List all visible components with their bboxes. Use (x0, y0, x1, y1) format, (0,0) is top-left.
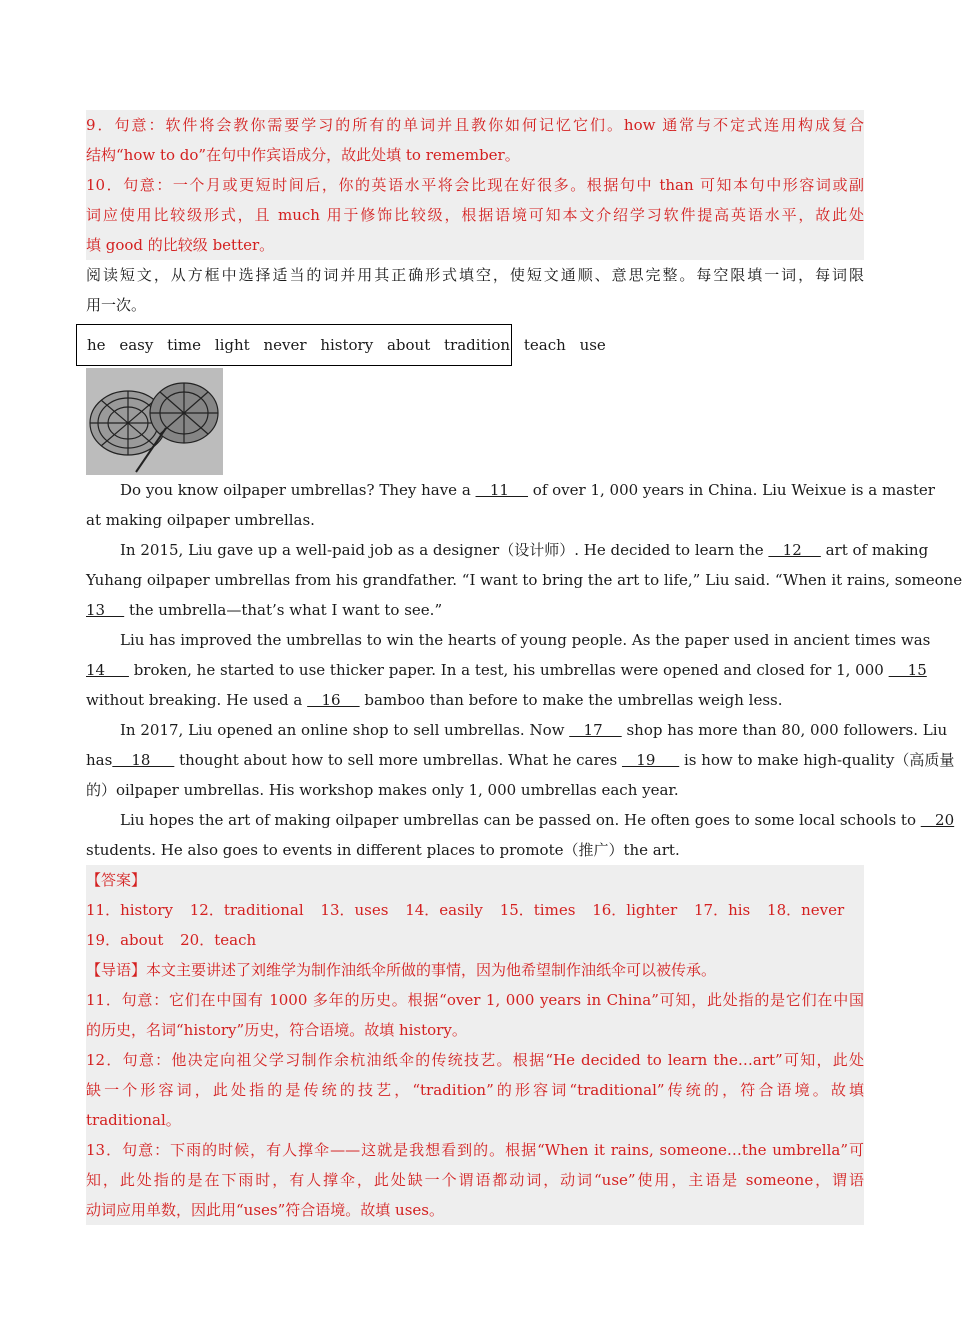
explanation-line: 13．句意：下雨的时候，有人撑伞——这就是我想看到的。根据“When it rains, someone…the umbrella”可 (86, 1141, 864, 1159)
word-option: easy (119, 336, 154, 354)
instructions-line: 用一次。 (86, 296, 147, 314)
answer-heading: 【答案】 (86, 871, 147, 889)
answers-row (86, 925, 864, 955)
answer-item: 13．uses (320, 901, 389, 919)
passage-line: Yuhang oilpaper umbrellas from his grandfather. “I want to bring the art to life,” Liu said. “When it rains, someone (86, 571, 962, 589)
word-option: he (87, 336, 106, 354)
answer-item: 14．easily (405, 901, 483, 919)
passage-line: Do you know oilpaper umbrellas? They have a 11 of over 1, 000 years in China. Liu Weixue is a master (120, 481, 935, 499)
word-option: never (263, 336, 307, 354)
answer-item: 12．traditional (189, 901, 304, 919)
passage-line: 14 broken, he started to use thicker paper. In a test, his umbrellas were opened and closed for 1, 000 15 (86, 661, 927, 679)
previous-answer-explanations (86, 110, 864, 260)
passage-line: without breaking. He used a 16 bamboo than before to make the umbrellas weigh less. (86, 691, 783, 709)
word-option: tradition (444, 336, 511, 354)
passage-line: at making oilpaper umbrellas. (86, 511, 315, 529)
passage-line: 13 the umbrella—that’s what I want to see.” (86, 601, 443, 619)
explanation-line: 11．句意：它们在中国有 1000 多年的历史。根据“over 1, 000 years in China”可知，此处指的是它们在中国 (86, 991, 864, 1009)
answer-item: 17．his (694, 901, 751, 919)
explanation-line: 12．句意：他决定向祖父学习制作余杭油纸伞的传统技艺。根据“He decided to learn the…art”可知，此处 (86, 1051, 864, 1069)
document-page (86, 110, 962, 1225)
blank-18: 18 (112, 751, 175, 769)
word-option: teach (523, 336, 566, 354)
word-option: light (214, 336, 250, 354)
answer-item: 18．never (767, 901, 845, 919)
blank-17: 17 (569, 721, 622, 739)
blank-20: 20 (920, 811, 955, 829)
blank-13: 13 (86, 601, 125, 619)
explanation-line: 知，此处指的是在下雨时，有人撑伞，此处缺一个谓语都动词，动词“use”使用，主语是 someone，谓语 (86, 1171, 864, 1189)
passage-line: 的）oilpaper umbrellas. His workshop makes only 1, 000 umbrellas each year. (86, 781, 679, 799)
answer-item: 11．history (86, 901, 173, 919)
word-box (76, 324, 606, 366)
explanation-line: 填 good 的比较级 better。 (86, 236, 275, 254)
explanation-line: 动词应用单数，因此用“uses”符合语境。故填 uses。 (86, 1201, 444, 1219)
answer-item: 19．about (86, 931, 164, 949)
blank-14: 14 (86, 661, 129, 679)
word-option: time (167, 336, 202, 354)
oilpaper-umbrella-photo (86, 368, 223, 475)
answer-section (86, 865, 864, 1225)
passage-line: In 2017, Liu opened an online shop to sell umbrellas. Now 17 shop has more than 80, 000 followers. Liu (120, 721, 948, 739)
word-option: use (579, 336, 606, 354)
word-option: about (386, 336, 431, 354)
instructions-line: 阅读短文，从方框中选择适当的词并用其正确形式填空，使短文通顺、意思完整。每空限填一词，每词限 (86, 266, 864, 284)
blank-16: 16 (307, 691, 360, 709)
explanation-line: traditional。 (86, 1111, 181, 1129)
blank-15: 15 (888, 661, 927, 679)
explanation-line: 的历史，名词“history”历史，符合语境。故填 history。 (86, 1021, 467, 1039)
explanation-line: 缺一个形容词，此处指的是传统的技艺，“tradition”的形容词“traditional”传统的，符合语境。故填 (86, 1081, 864, 1099)
answer-item: 20．teach (180, 931, 257, 949)
passage-line: Liu has improved the umbrellas to win the hearts of young people. As the paper used in ancient times was (120, 631, 931, 649)
answers-row (86, 895, 864, 925)
blank-12: 12 (768, 541, 821, 559)
passage-line: has 18 thought about how to sell more umbrellas. What he cares 19 is how to make high-quality（高质量 (86, 751, 955, 769)
answer-item: 16．lighter (592, 901, 678, 919)
explanation-line: 10．句意：一个月或更短时间后，你的英语水平将会比现在好很多。根据句中 than 可知本句中形容词或副 (86, 176, 864, 194)
passage-line: students. He also goes to events in different places to promote（推广）the art. (86, 841, 680, 859)
explanation-line: 9．句意：软件将会教你需要学习的所有的单词并且教你如何记忆它们。how 通常与不定式连用构成复合 (86, 116, 864, 134)
blank-11: 11 (475, 481, 529, 499)
blank-19: 19 (621, 751, 680, 769)
explanation-line: 【导语】本文主要讲述了刘维学为制作油纸伞所做的事情，因为他希望制作油纸伞可以被传承。 (86, 961, 717, 979)
explanation-line: 结构“how to do”在句中作宾语成分，故此处填 to remember。 (86, 146, 520, 164)
word-option: history (320, 336, 374, 354)
passage-line: Liu hopes the art of making oilpaper umbrellas can be passed on. He often goes to some local schools to 20 (120, 811, 955, 829)
passage-line: In 2015, Liu gave up a well-paid job as a designer（设计师）. He decided to learn the 12 art of making (120, 541, 929, 559)
explanation-line: 词应使用比较级形式，且 much 用于修饰比较级，根据语境可知本文介绍学习软件提高英语水平，故此处 (86, 206, 864, 224)
answer-item: 15．times (499, 901, 576, 919)
